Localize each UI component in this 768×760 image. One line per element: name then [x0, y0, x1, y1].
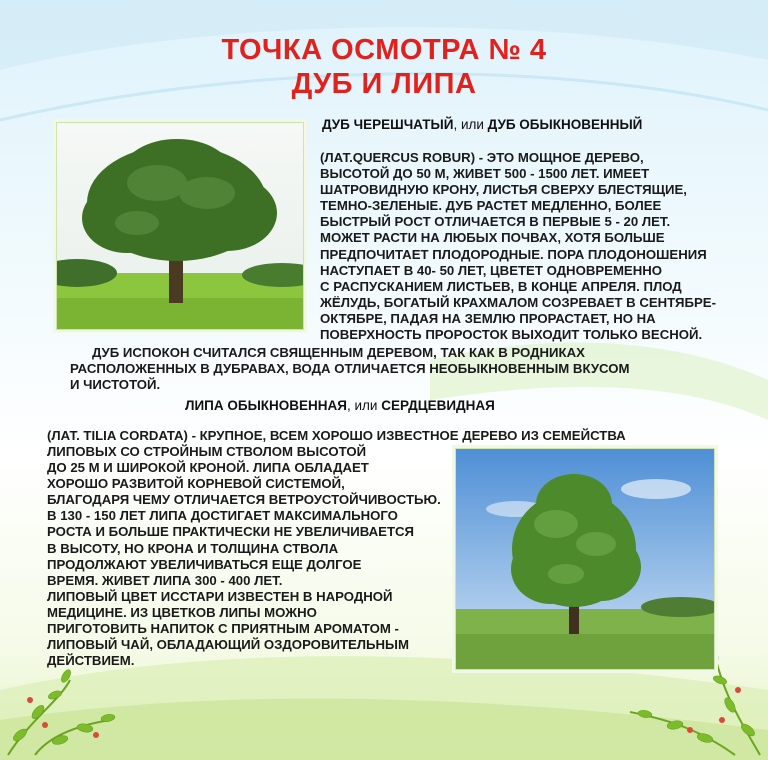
oak-heading-separator: , или [453, 117, 488, 132]
text-line: С РАСПУСКАНИЕМ ЛИСТЬЕВ, В КОНЦЕ АПРЕЛЯ. ПЛОД [320, 278, 682, 294]
text-line: МЕДИЦИНЕ. ИЗ ЦВЕТКОВ ЛИПЫ МОЖНО [47, 604, 317, 620]
text-line: ДУБ ИСПОКОН СЧИТАЛСЯ СВЯЩЕННЫМ ДЕРЕВОМ, ТАК КАК В РОДНИКАХ [92, 345, 585, 360]
text-line: ПОВЕРХНОСТЬ ПРОРОСТОК ВЫХОДИТ ТОЛЬКО ВЕСНОЙ. [320, 327, 703, 343]
text-line: ЛИПОВЫХ СО СТРОЙНЫМ СТВОЛОМ ВЫСОТОЙ [47, 444, 367, 459]
text-line: МОЖЕТ РАСТИ НА ЛЮБЫХ ПОЧВАХ, ХОТЯ БОЛЬШЕ [320, 230, 665, 246]
text-line: ХОРОШО РАЗВИТОЙ КОРНЕВОЙ СИСТЕМОЙ, [47, 476, 345, 492]
page-title: ТОЧКА ОСМОТРА № 4 [221, 34, 547, 66]
linden-photo [455, 448, 715, 670]
text-line: ПРЕДПОЧИТАЕТ ПЛОДОРОДНЫЕ. ПОРА ПЛОДОНОШЕНИЯ [320, 246, 707, 262]
oak-heading-alt: ДУБ ОБЫКНОВЕННЫЙ [487, 117, 643, 132]
text-line: ПРИГОТОВИТЬ НАПИТОК С ПРИЯТНЫМ АРОМАТОМ - [47, 621, 399, 637]
text-line: ТЕМНО-ЗЕЛЕНЫЕ. ДУБ РАСТЕТ МЕДЛЕННО, БОЛЕЕ [320, 198, 662, 214]
text-line: В ВЫСОТУ, НО КРОНА И ТОЛЩИНА СТВОЛА [47, 540, 339, 556]
text-line: ЛИПОВЫЙ ЦВЕТ ИССТАРИ ИЗВЕСТЕН В НАРОДНОЙ [47, 588, 393, 604]
text-line: (ЛАТ.QUERCUS ROBUR) - ЭТО МОЩНОЕ ДЕРЕВО, [320, 150, 644, 165]
oak-photo [56, 122, 304, 330]
oak-heading-main: ДУБ ЧЕРЕШЧАТЫЙ [322, 117, 454, 132]
linden-first-line: (ЛАТ. TILIA CORDATA) - КРУПНОЕ, ВСЕМ ХОРОШО ИЗВЕСТНОЕ ДЕРЕВО ИЗ СЕМЕЙСТВА [47, 428, 626, 443]
linden-description [47, 444, 447, 669]
linden-heading-main: ЛИПА ОБЫКНОВЕННАЯ [185, 398, 347, 413]
text-line: И ЧИСТОТОЙ. [70, 377, 161, 393]
text-line: ЖЁЛУДЬ, БОГАТЫЙ КРАХМАЛОМ СОЗРЕВАЕТ В СЕНТЯБРЕ- [320, 294, 716, 310]
text-line: ОКТЯБРЕ, ПАДАЯ НА ЗЕМЛЮ ПРОРАСТАЕТ, НО НА [320, 310, 656, 326]
oak-description [320, 150, 760, 343]
text-line: ШАТРОВИДНУЮ КРОНУ, ЛИСТЬЯ СВЕРХУ БЛЕСТЯЩИЕ, [320, 182, 687, 198]
text-line: ДО 25 М И ШИРОКОЙ КРОНОЙ. ЛИПА ОБЛАДАЕТ [47, 460, 369, 476]
text-line: ДЕЙСТВИЕМ. [47, 653, 135, 669]
linden-heading-separator: , или [347, 398, 382, 413]
text-line: НАСТУПАЕТ В 40- 50 ЛЕТ, ЦВЕТЕТ ОДНОВРЕМЕННО [320, 262, 663, 278]
text-line: БЫСТРЫЙ РОСТ ОТЛИЧАЕТСЯ В ПЕРВЫЕ 5 - 20 ЛЕТ. [320, 214, 671, 230]
text-line: В 130 - 150 ЛЕТ ЛИПА ДОСТИГАЕТ МАКСИМАЛЬНОГО [47, 508, 398, 524]
text-line: РАСПОЛОЖЕННЫХ В ДУБРАВАХ, ВОДА ОТЛИЧАЕТСЯ НЕОБЫКНОВЕННЫМ ВКУСОМ [70, 361, 630, 377]
text-line: БЛАГОДАРЯ ЧЕМУ ОТЛИЧАЕТСЯ ВЕТРОУСТОЙЧИВОСТЬЮ. [47, 492, 441, 508]
text-line: ПРОДОЛЖАЮТ УВЕЛИЧИВАТЬСЯ ЕЩЕ ДОЛГОЕ [47, 556, 362, 572]
linden-heading [185, 398, 495, 413]
oak-sacred-paragraph [60, 345, 750, 393]
text-line: ВРЕМЯ. ЖИВЕТ ЛИПА 300 - 400 ЛЕТ. [47, 572, 283, 588]
linden-heading-alt: СЕРДЦЕВИДНАЯ [381, 398, 495, 413]
text-line: РОСТА И БОЛЬШЕ ПРАКТИЧЕСКИ НЕ УВЕЛИЧИВАЕТСЯ [47, 524, 415, 540]
oak-heading [322, 117, 642, 132]
page-subtitle: ДУБ И ЛИПА [291, 68, 477, 100]
text-line: ЛИПОВЫЙ ЧАЙ, ОБЛАДАЮЩИЙ ОЗДОРОВИТЕЛЬНЫМ [47, 637, 409, 653]
text-line: ВЫСОТОЙ ДО 50 М, ЖИВЕТ 500 - 1500 ЛЕТ. ИМЕЕТ [320, 166, 650, 182]
